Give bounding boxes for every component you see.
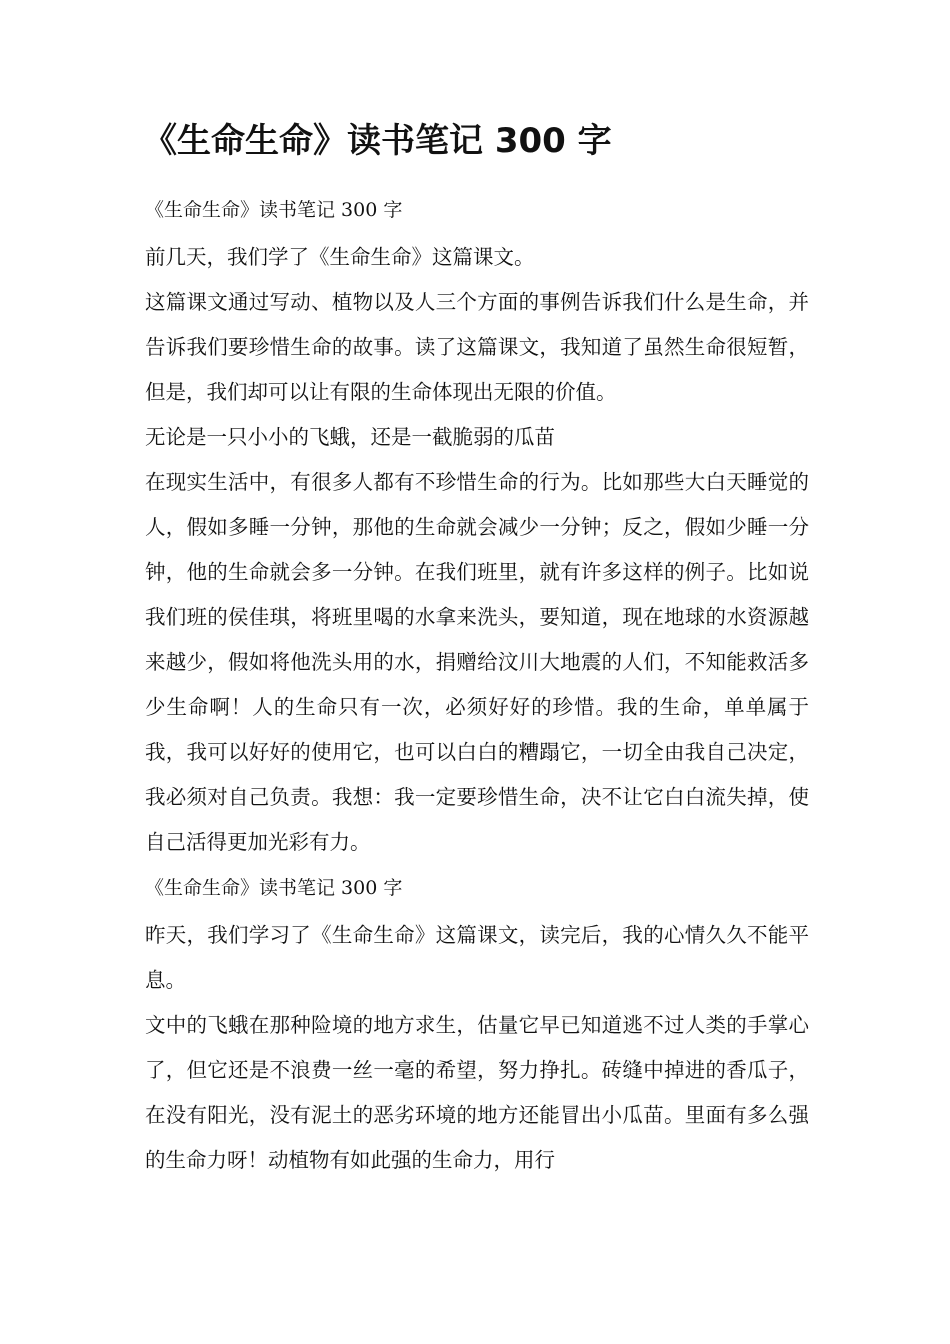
paragraph-intro: 前几天，我们学了《生命生命》这篇课文。 (145, 245, 535, 269)
paragraph-moth-struggle: 文中的飞蛾在那种险境的地方求生，估量它早已知道逃不过人类的手掌心了，但它还是不浪费一丝一毫的希望，努力挣扎。砖缝中掉进的香瓜子，在没有阳光，没有泥土的恶劣环境的地方还能冒出小瓜苗。里面有多么强的生命力呀！动植物有如此强的生命力，用行 (145, 1013, 809, 1172)
section-heading-1: 《生命生命》读书笔记 300 字 (145, 199, 403, 221)
document-body (145, 190, 809, 1183)
section-heading-2: 《生命生命》读书笔记 300 字 (145, 877, 403, 899)
paragraph-moth-melon: 无论是一只小小的飞蛾，还是一截脆弱的瓜苗 (145, 425, 555, 449)
paragraph-real-life: 在现实生活中，有很多人都有不珍惜生命的行为。比如那些大白天睡觉的人，假如多睡一分钟，那他的生命就会减少一分钟；反之，假如少睡一分钟，他的生命就会多一分钟。在我们班里，就有许多这样的例子。比如说我们班的侯佳琪，将班里喝的水拿来洗头，要知道，现在地球的水资源越来越少，假如将他洗头用的水，捐赠给汶川大地震的人们，不知能救活多少生命啊！人的生命只有一次，必须好好的珍惜。我的生命，单单属于我，我可以好好的使用它，也可以白白的糟蹋它，一切全由我自己决定，我必须对自己负责。我想：我一定要珍惜生命，决不让它白白流失掉，使自己活得更加光彩有力。 (145, 470, 809, 854)
document-title: 《生命生命》读书笔记 300 字 (143, 121, 612, 161)
paragraph-yesterday: 昨天，我们学习了《生命生命》这篇课文，读完后，我的心情久久不能平息。 (145, 923, 809, 992)
paragraph-lesson-summary: 这篇课文通过写动、植物以及人三个方面的事例告诉我们什么是生命，并告诉我们要珍惜生命的故事。读了这篇课文，我知道了虽然生命很短暂，但是，我们却可以让有限的生命体现出无限的价值。 (145, 290, 809, 404)
